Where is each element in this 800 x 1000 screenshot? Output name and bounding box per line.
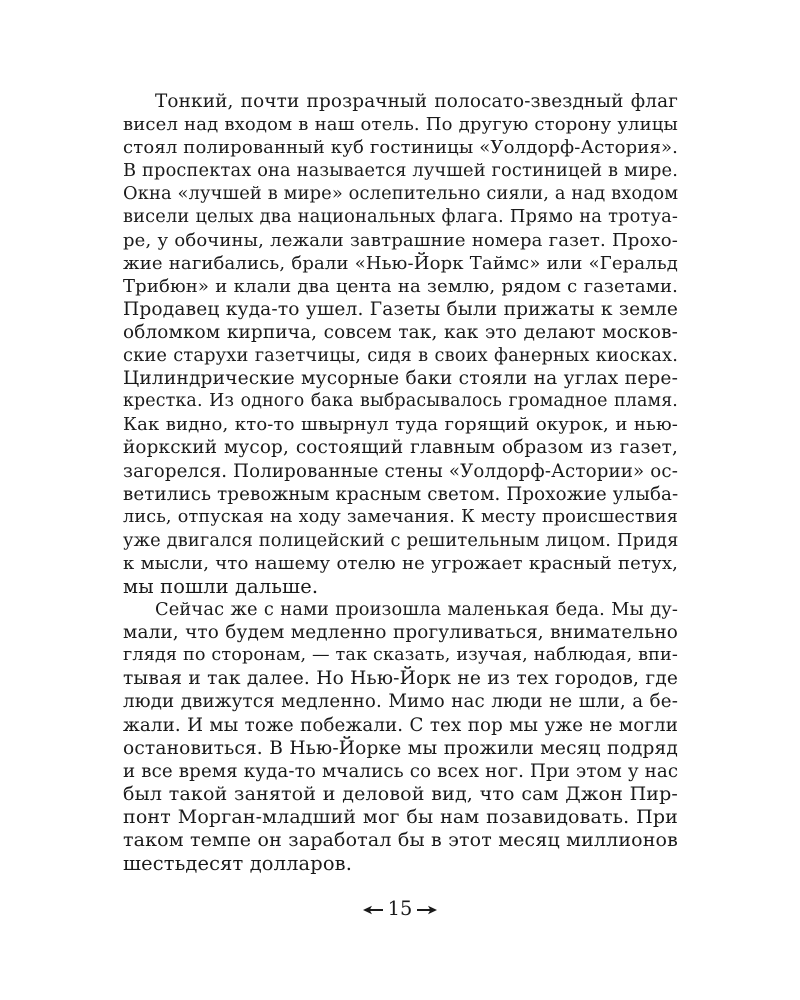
paragraph-line: В проспектах она называется лучшей гостиницей в мире.: [123, 160, 678, 182]
paragraph-line: и все время куда-то мчались со всех ног. При этом у нас: [123, 760, 679, 782]
body-text: [123, 90, 678, 875]
paragraph-line: ские старухи газетчицы, сидя в своих фанерных киосках.: [123, 345, 678, 367]
paragraph-line: уже двигался полицейский с решительным лицом. Придя: [123, 529, 679, 551]
paragraph-line: мы пошли дальше.: [123, 574, 319, 598]
right-arrow-ornament-icon: [417, 905, 437, 915]
paragraph-line: Цилиндрические мусорные баки стояли на углах пере-: [123, 368, 678, 390]
paragraph-line: жие нагибались, брали «Нью-Йорк Таймс» или «Геральд: [123, 252, 678, 274]
paragraph-line: висел над входом в наш отель. По другую сторону улицы: [123, 114, 678, 136]
page-footer: [0, 897, 800, 920]
paragraph-first-line: Тонкий, почти прозрачный полосато-звездный флаг: [155, 91, 678, 112]
paragraph-line: люди движутся медленно. Мимо нас люди не шли, а бе-: [123, 691, 678, 713]
left-arrow-ornament-icon: [363, 905, 383, 915]
paragraph-line: жали. И мы тоже побежали. С тех пор мы уже не могли: [123, 714, 678, 736]
paragraph-line: Как видно, кто-то швырнул туда горящий окурок, и нью-: [123, 414, 678, 436]
paragraph-line: понт Морган-младший мог бы нам позавидовать. При: [123, 805, 678, 828]
paragraph-line: висели целых два национальных флага. Прямо на тротуа-: [123, 206, 678, 228]
paragraph-line: шестьдесят долларов.: [123, 852, 353, 876]
paragraph-line: таком темпе он заработал бы в этот месяц миллионов: [123, 829, 678, 851]
paragraph-first-line: Сейчас же с нами произошла маленькая беда. Мы ду-: [155, 599, 678, 621]
paragraph-line: загорелся. Полированные стены «Уолдорф-Астории» ос-: [123, 460, 678, 482]
paragraph-line: глядя по сторонам, — так сказать, изучая, наблюдая, впи-: [123, 645, 678, 666]
paragraph-line: ветились тревожным красным светом. Прохожие улыба-: [123, 483, 679, 505]
paragraph-line: крестка. Из одного бака выбрасывалось громадное пламя.: [123, 391, 678, 412]
paragraph-line: был такой занятой и деловой вид, что сам Джон Пир-: [123, 782, 678, 805]
paragraph-line: к мысли, что нашему отелю не угрожает красный петух,: [123, 552, 678, 574]
paragraph-line: Продавец куда-то ушел. Газеты были прижаты к земле: [123, 298, 678, 320]
paragraph-line: Окна «лучшей в мире» ослепительно сияли, а над входом: [123, 183, 679, 205]
paragraph-line: остановиться. В Нью-Йорке мы прожили месяц подряд: [123, 737, 678, 759]
paragraph-line: ре, у обочины, лежали завтрашние номера газет. Прохо-: [123, 229, 678, 251]
paragraph-line: лись, отпуская на ходу замечания. К месту происшествия: [123, 506, 678, 527]
page-number: 15: [387, 897, 413, 920]
paragraph-line: стоял полированный куб гостиницы «Уолдорф-Астория».: [123, 137, 678, 159]
paragraph-line: Трибюн» и клали два цента на землю, рядом с газетами.: [123, 275, 678, 297]
paragraph-line: мали, что будем медленно прогуливаться, внимательно: [123, 622, 678, 644]
paragraph-line: обломком кирпича, совсем так, как это делают москов-: [123, 321, 678, 343]
paragraph-line: йоркский мусор, состоящий главным образом из газет,: [123, 437, 678, 459]
paragraph-line: тывая и так далее. Но Нью-Йорк не из тех городов, где: [123, 668, 678, 690]
